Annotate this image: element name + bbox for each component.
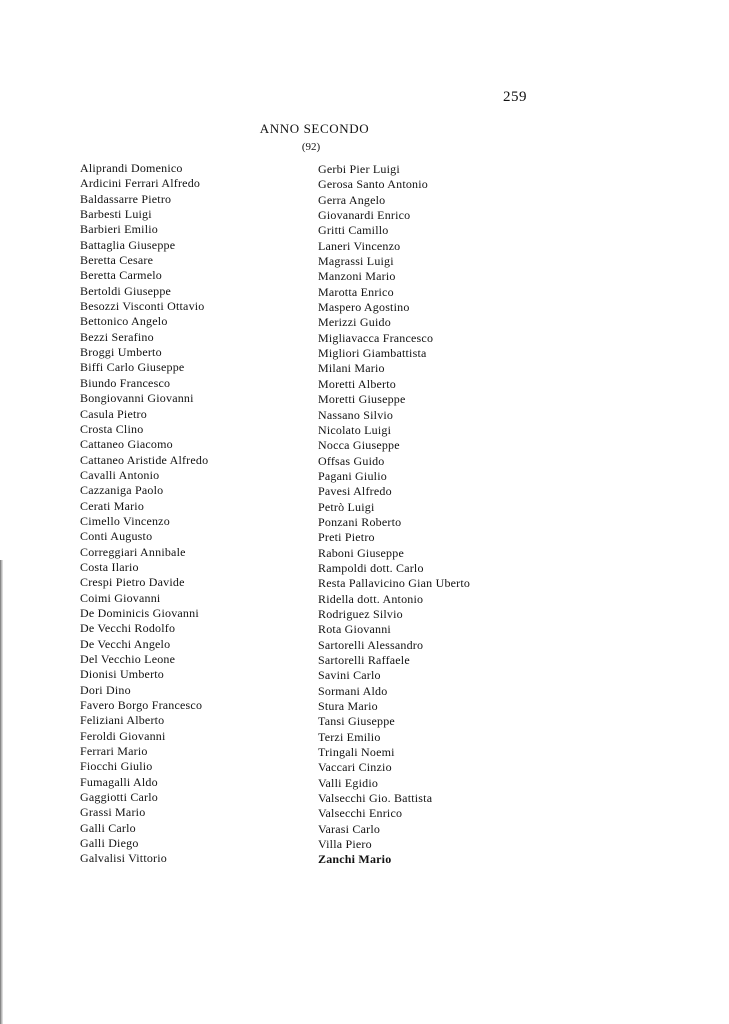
- name-list-item: Petrò Luigi: [318, 499, 375, 514]
- name-list-item: Nicolato Luigi: [318, 422, 392, 437]
- name-list-item: Correggiari Annibale: [80, 544, 186, 559]
- name-list-item: Zanchi Mario: [318, 852, 392, 867]
- name-list-item: Sartorelli Raffaele: [318, 653, 410, 667]
- name-list-item: Rota Giovanni: [318, 622, 391, 637]
- name-list-item: Baldassarre Pietro: [80, 191, 172, 206]
- name-list-item: Gerbi Pier Luigi: [318, 162, 400, 176]
- name-list-item: Grassi Mario: [80, 805, 146, 820]
- name-list-item: Maspero Agostino: [318, 300, 410, 315]
- name-list-item: Crespi Pietro Davide: [80, 575, 185, 590]
- name-list-item: Migliavacca Francesco: [318, 330, 434, 345]
- name-list-item: Feliziani Alberto: [80, 713, 165, 728]
- name-list-item: Rodriguez Silvio: [318, 606, 403, 621]
- name-list-item: Raboni Giuseppe: [318, 545, 404, 560]
- name-list-item: Gaggiotti Carlo: [80, 790, 158, 805]
- name-list-item: Tringali Noemi: [318, 745, 395, 760]
- name-list-item: Beretta Cesare: [80, 253, 154, 268]
- name-list-item: Varasi Carlo: [318, 821, 381, 836]
- name-list-item: Savini Carlo: [318, 668, 381, 683]
- name-list-item: Sartorelli Alessandro: [318, 637, 424, 652]
- name-list-item: Preti Pietro: [318, 530, 375, 545]
- name-list-item: Cazzaniga Paolo: [80, 483, 164, 498]
- name-list-item: Bettonico Angelo: [80, 314, 168, 329]
- name-list-item: De Dominicis Giovanni: [80, 605, 199, 620]
- name-list-item: Magrassi Luigi: [318, 254, 394, 269]
- name-list-item: Galli Diego: [80, 836, 139, 851]
- name-list-item: Ridella dott. Antonio: [318, 591, 424, 606]
- name-list-left: [80, 161, 208, 867]
- name-list-item: Bongiovanni Giovanni: [80, 391, 194, 406]
- name-list-item: Biundo Francesco: [80, 375, 171, 390]
- name-list-item: Barbieri Emilio: [80, 222, 158, 237]
- name-list-item: Aliprandi Domenico: [80, 161, 183, 175]
- name-list-item: Galvalisi Vittorio: [80, 851, 167, 866]
- name-list-item: Dori Dino: [80, 682, 131, 697]
- name-list-item: Fiocchi Giulio: [80, 759, 153, 774]
- name-list-item: Feroldi Giovanni: [80, 728, 166, 743]
- name-list-item: Laneri Vincenzo: [318, 238, 401, 253]
- name-list-item: Resta Pallavicino Gian Uberto: [318, 576, 471, 591]
- name-list-item: Ardicini Ferrari Alfredo: [80, 176, 201, 191]
- name-list-item: Casula Pietro: [80, 406, 147, 421]
- name-list-item: Moretti Alberto: [318, 376, 396, 391]
- name-list-item: Vaccari Cinzio: [318, 760, 392, 775]
- name-list-item: Gerosa Santo Antonio: [318, 177, 428, 192]
- name-list-item: Beretta Carmelo: [80, 268, 162, 283]
- name-list-item: Valsecchi Gio. Battista: [318, 791, 433, 806]
- scan-edge-artifact: [0, 560, 4, 1024]
- name-list-item: Stura Mario: [318, 699, 378, 714]
- name-list-item: Galli Carlo: [80, 820, 136, 835]
- page-number: 259: [503, 89, 527, 105]
- name-list-item: Gritti Camillo: [318, 223, 389, 238]
- name-list-item: De Vecchi Rodolfo: [80, 621, 176, 636]
- name-list-item: Cavalli Antonio: [80, 467, 160, 482]
- name-list-item: Nassano Silvio: [318, 407, 394, 422]
- name-list-item: Offsas Guido: [318, 453, 385, 468]
- name-list-item: Costa Ilario: [80, 559, 139, 574]
- name-list-item: Dionisi Umberto: [80, 667, 164, 682]
- name-list-item: Moretti Giuseppe: [318, 392, 406, 407]
- name-list-item: Conti Augusto: [80, 529, 153, 544]
- name-list-item: Cattaneo Giacomo: [80, 437, 173, 452]
- name-list-item: Tansi Giuseppe: [318, 714, 395, 729]
- name-list-item: Del Vecchio Leone: [80, 652, 176, 666]
- name-list-item: Biffi Carlo Giuseppe: [80, 360, 185, 375]
- name-list-item: Manzoni Mario: [318, 269, 396, 284]
- name-list-item: De Vecchi Angelo: [80, 636, 171, 651]
- name-list-item: Valsecchi Enrico: [318, 806, 403, 821]
- name-list-item: Cattaneo Aristide Alfredo: [80, 452, 209, 467]
- name-list-item: Rampoldi dott. Carlo: [318, 560, 424, 575]
- section-subheading: (92): [301, 141, 321, 153]
- name-list-item: Besozzi Visconti Ottavio: [80, 299, 205, 314]
- section-heading: ANNO SECONDO: [259, 121, 370, 136]
- name-list-item: Pavesi Alfredo: [318, 484, 392, 499]
- name-list-item: Terzi Emilio: [318, 729, 381, 744]
- name-list-right: [318, 162, 470, 868]
- name-list-item: Fumagalli Aldo: [80, 774, 158, 789]
- name-list-item: Villa Piero: [318, 837, 372, 852]
- name-list-item: Cerati Mario: [80, 498, 145, 513]
- name-list-item: Cimello Vincenzo: [80, 513, 170, 528]
- name-list-item: Gerra Angelo: [318, 192, 386, 207]
- name-list-item: Merizzi Guido: [318, 315, 391, 330]
- name-list-item: Broggi Umberto: [80, 345, 162, 360]
- name-list-item: Pagani Giulio: [318, 468, 387, 483]
- name-list-item: Sormani Aldo: [318, 683, 388, 698]
- name-list-item: Coimi Giovanni: [80, 590, 161, 605]
- name-list-item: Milani Mario: [318, 361, 385, 376]
- name-list-item: Bertoldi Giuseppe: [80, 283, 172, 298]
- name-list-item: Battaglia Giuseppe: [80, 237, 176, 252]
- name-list-item: Ferrari Mario: [80, 744, 148, 759]
- name-list-item: Marotta Enrico: [318, 284, 394, 299]
- name-list-item: Ponzani Roberto: [318, 514, 402, 529]
- name-list-item: Crosta Clino: [80, 421, 144, 436]
- name-list-item: Bezzi Serafino: [80, 329, 154, 344]
- name-list-item: Barbesti Luigi: [80, 207, 152, 222]
- name-list-item: Valli Egidio: [318, 775, 379, 790]
- name-list-item: Giovanardi Enrico: [318, 208, 411, 223]
- name-list-item: Migliori Giambattista: [318, 346, 427, 361]
- name-list-item: Nocca Giuseppe: [318, 438, 400, 453]
- name-list-item: Favero Borgo Francesco: [80, 698, 203, 713]
